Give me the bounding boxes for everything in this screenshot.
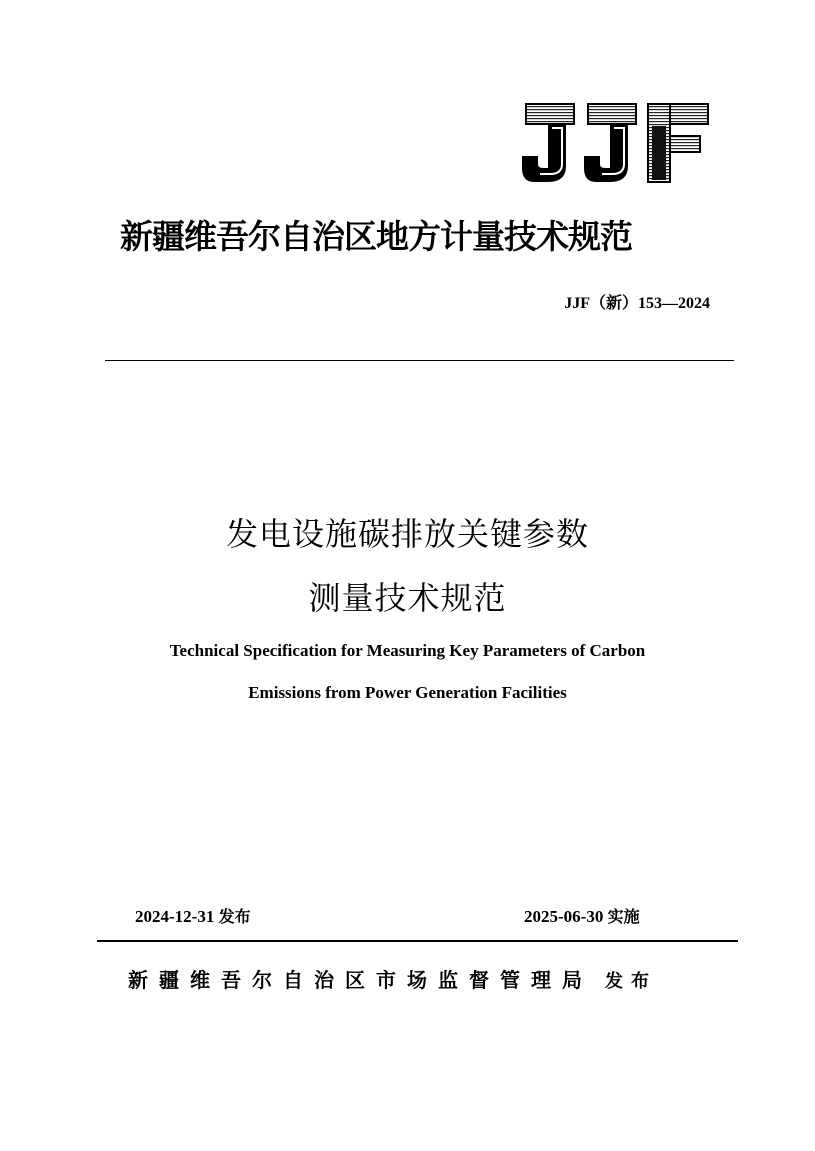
title-chinese-line2: 测量技术规范 <box>308 579 507 617</box>
publisher <box>128 964 657 998</box>
title-chinese-line1: 发电设施碳排放关键参数 <box>225 515 589 553</box>
implementation-date-label: 实施 <box>607 907 640 926</box>
top-divider <box>105 360 734 361</box>
implementation-date <box>524 904 640 930</box>
standard-code: JJF（新）153—2024 <box>564 295 710 312</box>
implementation-date-value: 2025-06-30 <box>524 907 604 926</box>
issue-date-value: 2024-12-31 <box>135 907 215 926</box>
publisher-action: 发布 <box>605 971 657 992</box>
title-english-line2: Emissions from Power Generation Facilities <box>248 683 567 702</box>
jjf-logo-graphic <box>518 100 713 186</box>
publisher-name: 新疆维吾尔自治区市场监督管理局 <box>128 968 593 992</box>
issuing-authority-title: 新疆维吾尔自治区地方计量技术规范 <box>120 217 632 256</box>
title-english-line1: Technical Specification for Measuring Key Parameters of Carbon <box>169 641 646 660</box>
logo-letter-j1 <box>522 104 574 182</box>
logo-letter-f <box>648 104 708 182</box>
issue-date <box>135 904 251 930</box>
logo-letter-j2 <box>584 104 636 182</box>
issue-date-label: 发布 <box>218 907 251 926</box>
jjf-logo <box>518 100 713 186</box>
bottom-divider <box>97 940 738 942</box>
